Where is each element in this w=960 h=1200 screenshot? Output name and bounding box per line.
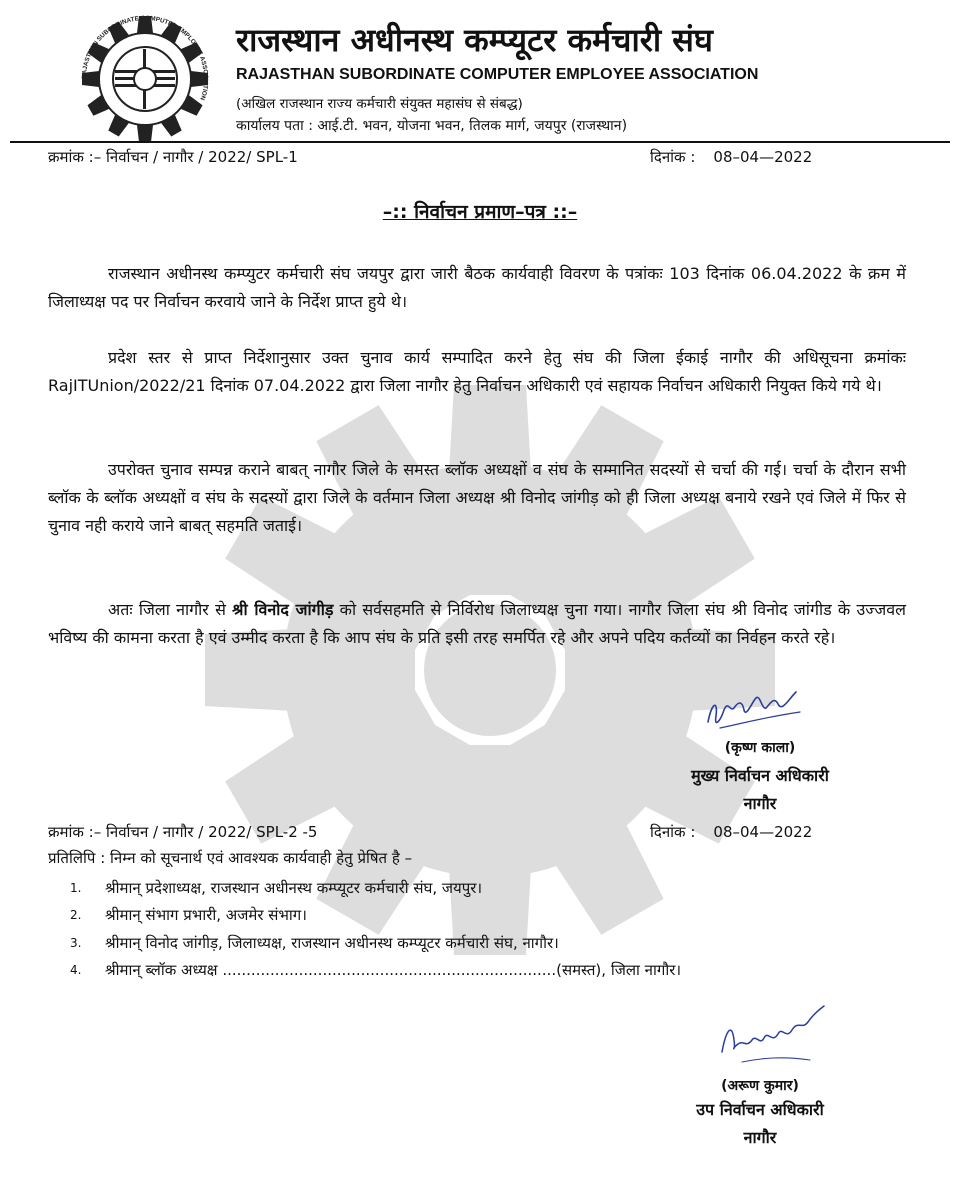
- signatory-2-place: नागौर: [743, 1128, 777, 1147]
- date-line-2: [650, 822, 812, 842]
- signatory-1-designation: मुख्य निर्वाचन अधिकारी: [691, 766, 829, 785]
- reference-number: क्रमांक :– निर्वाचन / नागौर / 2022/ SPL-1: [48, 148, 298, 166]
- paragraph-4-rest: को सर्वसहमति से निर्विरोध जिलाध्यक्ष चुना गया। नागौर जिला संघ श्री विनोद जांगीड के उज्जवल भविष्य की कामना करता है एवं उम्मीद करता है कि आप संघ के प्रति इसी तरह समर्पित रहे और अपने पदिय कर्तव्यों का निर्वहन करते रहे।: [48, 600, 906, 647]
- affiliation-line: (अखिल राजस्थान राज्य कर्मचारी संयुक्त महासंघ से संबद्ध): [236, 96, 523, 112]
- list-item-text: श्रीमान् ब्लॉक अध्यक्ष ......................................................................(समस्त), जिला नागौर।: [105, 961, 682, 980]
- signatory-2-name: (अरूण कुमार): [721, 1078, 799, 1094]
- date-value: 08–04—2022: [713, 148, 813, 166]
- list-item: [70, 929, 681, 957]
- header-divider: [10, 141, 950, 143]
- association-name-hindi: राजस्थान अधीनस्थ कम्प्यूटर कर्मचारी संघ: [236, 21, 713, 59]
- list-item: [70, 902, 681, 930]
- office-address: कार्यालय पता : आई.टी. भवन, योजना भवन, तिलक मार्ग, जयपुर (राजस्थान): [236, 118, 628, 134]
- reference-number-2: क्रमांक :– निर्वाचन / नागौर / 2022/ SPL-2 -5: [48, 823, 318, 841]
- signatory-1: [690, 738, 830, 757]
- signatory-2-title: [640, 1096, 880, 1152]
- list-item-text: श्रीमान् संभाग प्रभारी, अजमेर संभाग।: [105, 906, 307, 925]
- signatory-1-place: नागौर: [743, 794, 777, 813]
- logo-ring-text: RAJASTHAN SUBORDINATE COMPUTER EMPLOYEE ASSOCIATION: [80, 14, 210, 102]
- copy-to-list: [70, 874, 681, 984]
- paragraph-2: प्रदेश स्तर से प्राप्त निर्देशानुसार उक्त चुनाव कार्य सम्पादित करने हेतु संघ की जिला ईकाई नागौर की अधिसूचना क्रमांकः RajITUnion/2022/21 दिनांक 07.04.2022 द्वारा जिला नागौर हेतु निर्वाचन अधिकारी एवं सहायक निर्वाचन अधिकारी नियुक्त किये गये थे।: [48, 348, 906, 395]
- list-item-number: 2.: [70, 908, 82, 923]
- signature-2-icon: [712, 1000, 832, 1080]
- list-item-number: 3.: [70, 935, 82, 950]
- list-item-number: 1.: [70, 880, 82, 895]
- signature-1-icon: [700, 682, 810, 742]
- list-item-text: श्रीमान् विनोद जांगीड़, जिलाध्यक्ष, राजस्थान अधीनस्थ कम्प्यूटर कर्मचारी संघ, नागौर।: [105, 933, 559, 952]
- list-item: [70, 874, 681, 902]
- association-logo-icon: [70, 14, 220, 144]
- paragraph-3: उपरोक्त चुनाव सम्पन्न कराने बाबत् नागौर जिले के समस्त ब्लॉक अध्यक्षों व संघ के सम्मानित सदस्यों से चर्चा की गई। चर्चा के दौरान सभी ब्लॉक के ब्लॉक अध्यक्षों व संघ के सदस्यों द्वारा जिले के वर्तमान जिला अध्यक्ष श्री विनोद जांगीड़ को ही जिला अध्यक्ष बनाये रखने एवं जिले में फिर से चुनाव नही कराये जाने बाबत् सहमति जताई।: [48, 460, 906, 535]
- signatory-2: [690, 1076, 830, 1095]
- elected-name: श्री विनोद जांगीड़: [232, 600, 334, 619]
- list-item: [70, 957, 681, 985]
- signatory-2-designation: उप निर्वाचन अधिकारी: [696, 1100, 824, 1119]
- paragraph-4-lead: अतः जिला नागौर से: [108, 600, 233, 619]
- copy-to-heading: प्रतिलिपि : निम्न को सूचनार्थ एवं आवश्यक कार्यवाही हेतु प्रेषित है –: [48, 849, 413, 867]
- list-item-number: 4.: [70, 963, 82, 978]
- signatory-1-name: (कृष्ण काला): [724, 740, 796, 756]
- paragraph-1: राजस्थान अधीनस्थ कम्प्युटर कर्मचारी संघ जयपुर द्वारा जारी बैठक कार्यवाही विवरण के पत्रांकः 103 दिनांक 06.04.2022 के क्रम में जिलाध्यक्ष पद पर निर्वाचन करवाये जाने के निर्देश प्राप्त हुये थे।: [48, 264, 906, 311]
- certificate-title: [0, 198, 960, 224]
- paragraph-4: [48, 596, 906, 652]
- list-item-text: श्रीमान् प्रदेशाध्यक्ष, राजस्थान अधीनस्थ कम्प्यूटर कर्मचारी संघ, जयपुर।: [105, 878, 483, 897]
- date-label-2: दिनांक :: [650, 823, 696, 841]
- signatory-1-title: [640, 762, 880, 818]
- association-name-english: RAJASTHAN SUBORDINATE COMPUTER EMPLOYEE ASSOCIATION: [236, 66, 759, 83]
- date-line: [650, 147, 812, 167]
- date-value-2: 08–04—2022: [713, 823, 813, 841]
- date-label: दिनांक :: [650, 148, 696, 166]
- certificate-title-text: –:: निर्वाचन प्रमाण–पत्र ::–: [382, 201, 578, 223]
